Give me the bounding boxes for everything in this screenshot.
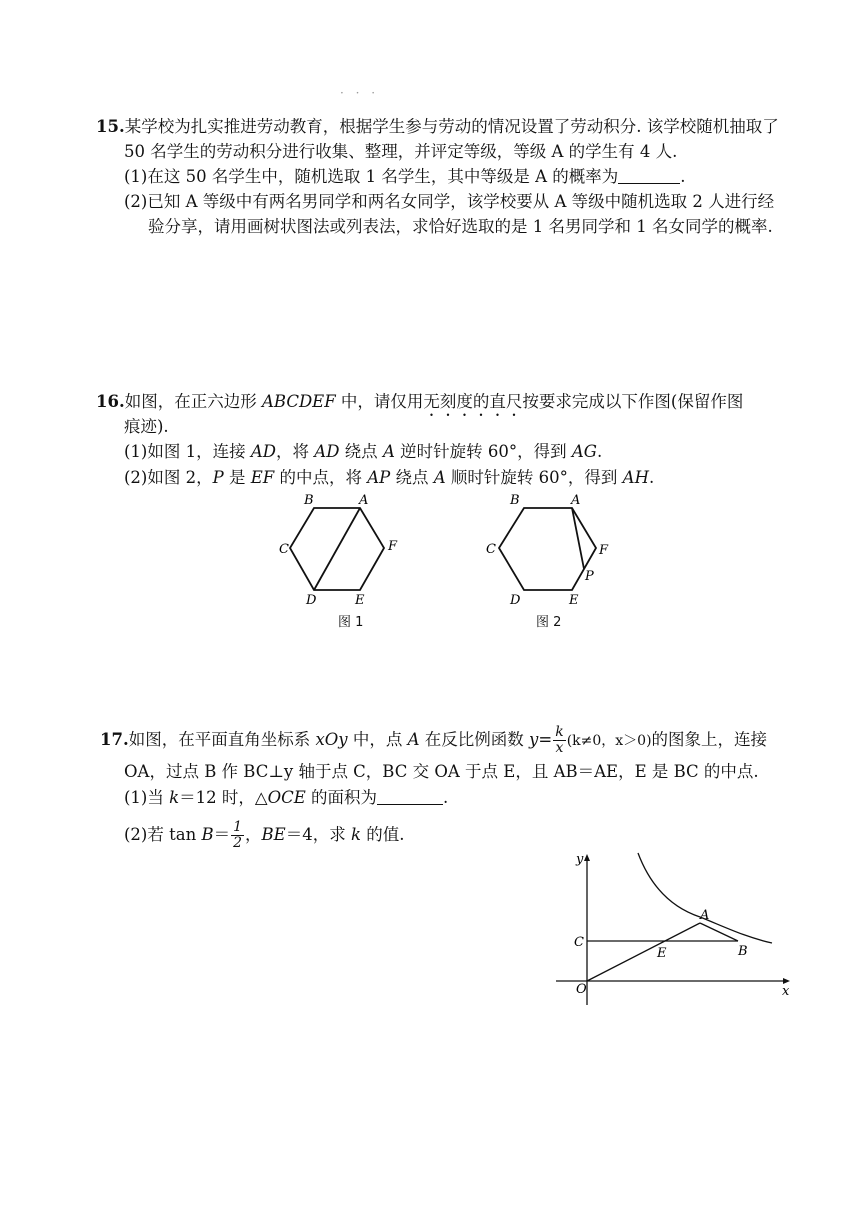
label-E: E: [657, 946, 667, 961]
figure-2-hexagon: [477, 490, 622, 615]
q16-part2: (2)如图 2，P 是 EF 的中点，将 AP 绕点 A 顺时针旋转 60°，得到 AH.: [124, 468, 655, 487]
q16-part1: (1)如图 1，连接 AD，将 AD 绕点 A 逆时针旋转 60°，得到 AG.: [124, 442, 603, 461]
segment-AB: [700, 923, 738, 941]
y-axis-arrow: [584, 854, 590, 861]
q15-line2: 50 名学生的劳动积分进行收集、整理，并评定等级，等级 A 的学生有 4 人.: [124, 142, 678, 161]
inverse-function-curve: [638, 853, 772, 943]
label-F: F: [599, 543, 609, 558]
label-x: x: [782, 984, 790, 999]
label-C: C: [486, 542, 496, 557]
q15-number: 15.: [96, 117, 125, 136]
label-A: A: [571, 493, 581, 508]
hexagon-outline: [499, 508, 596, 590]
label-B: B: [738, 944, 748, 959]
segment-OA: [587, 923, 700, 981]
segment-AD: [314, 508, 360, 590]
label-B: B: [510, 493, 520, 508]
label-D: D: [306, 593, 317, 608]
q17-line1: 17.如图，在平面直角坐标系 xOy 中，点 A 在反比例函数 y= $\frac{k}{x}$ (k≠0，x＞0)的图象上，连接: [100, 724, 768, 756]
q15-part2-line1: (2)已知 A 等级中有两名男同学和两名女同学，该学校要从 A 等级中随机选取 2 人进行经: [124, 192, 775, 211]
fraction-one-half: $\frac{1}{2}$: [233, 819, 243, 851]
label-E: E: [569, 593, 579, 608]
label-F: F: [388, 539, 398, 554]
label-P: P: [585, 569, 594, 584]
label-B: B: [304, 493, 314, 508]
answer-blank-17-1[interactable]: [377, 788, 443, 805]
figure-1-hexagon: [270, 490, 410, 615]
label-C: C: [574, 935, 584, 950]
fraction-k-over-x: $\frac{k}{x}$: [555, 724, 564, 756]
q16-line2: 痕迹).: [124, 417, 169, 436]
label-C: C: [279, 542, 289, 557]
label-A: A: [359, 493, 369, 508]
q17-line2: OA，过点 B 作 BC⊥y 轴于点 C，BC 交 OA 于点 E，且 AB＝AE，E 是 BC 的中点.: [124, 762, 759, 781]
q17-part1: (1)当 k＝12 时，△OCE 的面积为 .: [124, 788, 449, 807]
q16-line1: 16.如图，在正六边形 ABCDEF 中，请仅用无刻度的直尺按要求完成以下作图(保留作图: [96, 392, 744, 411]
label-y: y: [576, 852, 584, 867]
q15-line1: 15.某学校为扎实推进劳动教育，根据学生参与劳动的情况设置了劳动积分. 该学校随机抽取了: [96, 117, 779, 136]
q17-part2: (2)若 tan B＝ $\frac{1}{2}$ ，BE＝4，求 k 的值.: [124, 819, 405, 851]
coordinate-graph: [550, 845, 800, 1010]
header-dots: · · ·: [340, 86, 380, 100]
label-E: E: [355, 593, 365, 608]
q17-number: 17.: [100, 730, 129, 749]
label-D: D: [510, 593, 521, 608]
q16-number: 16.: [96, 392, 125, 411]
figure-1-caption: 图 1: [338, 615, 364, 630]
emphasized-phrase: 无刻度的直尺: [423, 392, 523, 411]
figure-2-caption: 图 2: [536, 615, 562, 630]
answer-blank-15-1[interactable]: [618, 167, 680, 184]
label-O: O: [576, 982, 587, 997]
q15-part1: (1)在这 50 名学生中，随机选取 1 名学生，其中等级是 A 的概率为 .: [124, 167, 686, 186]
label-A: A: [700, 908, 710, 923]
q15-part2-line2: 验分享，请用画树状图法或列表法，求恰好选取的是 1 名男同学和 1 名女同学的概率.: [148, 217, 773, 236]
